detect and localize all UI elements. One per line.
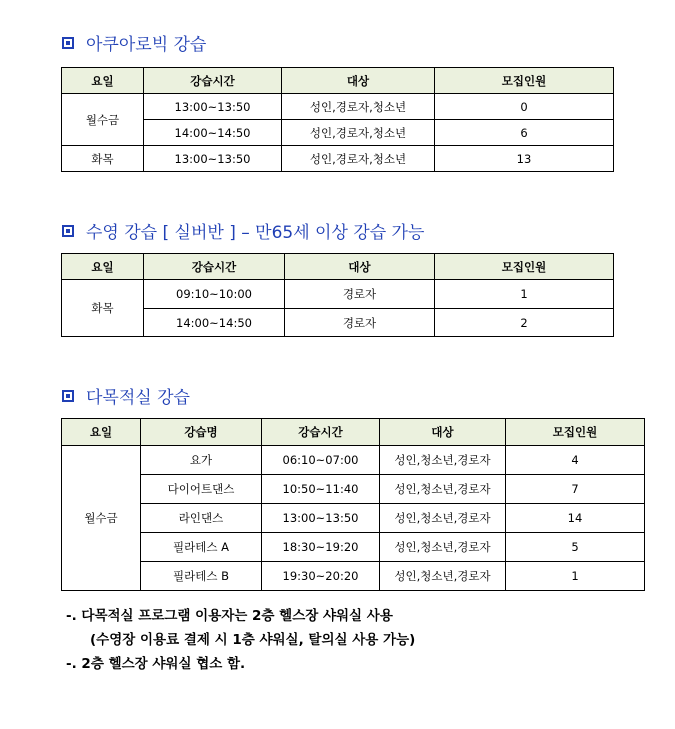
header-day: 요일 xyxy=(62,419,141,446)
time-cell: 13:00~13:50 xyxy=(262,504,380,533)
table-row xyxy=(62,475,645,504)
section-title-text: 다목적실 강습 xyxy=(86,388,190,408)
name-cell: 필라테스 A xyxy=(141,533,262,562)
time-cell: 10:50~11:40 xyxy=(262,475,380,504)
table-row xyxy=(62,309,614,337)
count-cell: 1 xyxy=(506,562,645,591)
header-count: 모집인원 xyxy=(435,254,614,280)
square-bullet-icon xyxy=(62,37,74,49)
count-cell: 14 xyxy=(506,504,645,533)
header-time: 강습시간 xyxy=(262,419,380,446)
table-row xyxy=(62,146,614,172)
count-cell: 0 xyxy=(435,94,614,120)
name-cell: 다이어트댄스 xyxy=(141,475,262,504)
section-title-text: 아쿠아로빅 강습 xyxy=(86,35,207,55)
square-bullet-icon xyxy=(62,390,74,402)
table-row xyxy=(62,533,645,562)
count-cell: 4 xyxy=(506,446,645,475)
table-header-row xyxy=(62,254,614,280)
note-line: -. 다목적실 프로그램 이용자는 2층 헬스장 샤워실 사용 xyxy=(66,608,393,624)
header-name: 강습명 xyxy=(141,419,262,446)
header-time: 강습시간 xyxy=(144,254,285,280)
header-count: 모집인원 xyxy=(506,419,645,446)
target-cell: 성인,경로자,청소년 xyxy=(282,120,435,146)
header-target: 대상 xyxy=(380,419,506,446)
table-header-row xyxy=(62,68,614,94)
silver-swim-table xyxy=(61,253,614,337)
time-cell: 13:00~13:50 xyxy=(144,146,282,172)
header-day: 요일 xyxy=(62,68,144,94)
header-count: 모집인원 xyxy=(435,68,614,94)
time-cell: 14:00~14:50 xyxy=(144,120,282,146)
table-row xyxy=(62,280,614,309)
name-cell: 필라테스 B xyxy=(141,562,262,591)
table-header-row xyxy=(62,419,645,446)
day-cell: 월수금 xyxy=(62,94,144,146)
header-target: 대상 xyxy=(285,254,435,280)
section-title-multipurpose xyxy=(62,383,190,408)
time-cell: 14:00~14:50 xyxy=(144,309,285,337)
note-line: (수영장 이용료 결제 시 1층 샤워실, 탈의실 사용 가능) xyxy=(90,632,416,648)
header-day: 요일 xyxy=(62,254,144,280)
count-cell: 5 xyxy=(506,533,645,562)
header-time: 강습시간 xyxy=(144,68,282,94)
table-row xyxy=(62,446,645,475)
aquarobics-table xyxy=(61,67,614,172)
target-cell: 경로자 xyxy=(285,309,435,337)
section-title-silver-swim xyxy=(62,218,424,243)
table-row xyxy=(62,504,645,533)
time-cell: 18:30~19:20 xyxy=(262,533,380,562)
name-cell: 라인댄스 xyxy=(141,504,262,533)
time-cell: 13:00~13:50 xyxy=(144,94,282,120)
target-cell: 성인,청소년,경로자 xyxy=(380,446,506,475)
target-cell: 성인,청소년,경로자 xyxy=(380,562,506,591)
target-cell: 성인,청소년,경로자 xyxy=(380,533,506,562)
time-cell: 06:10~07:00 xyxy=(262,446,380,475)
time-cell: 09:10~10:00 xyxy=(144,280,285,309)
target-cell: 성인,청소년,경로자 xyxy=(380,504,506,533)
day-cell: 화목 xyxy=(62,146,144,172)
multipurpose-table xyxy=(61,418,645,591)
time-cell: 19:30~20:20 xyxy=(262,562,380,591)
table-row xyxy=(62,94,614,120)
target-cell: 경로자 xyxy=(285,280,435,309)
day-cell: 화목 xyxy=(62,280,144,337)
notes xyxy=(66,604,415,676)
count-cell: 13 xyxy=(435,146,614,172)
target-cell: 성인,청소년,경로자 xyxy=(380,475,506,504)
count-cell: 2 xyxy=(435,309,614,337)
target-cell: 성인,경로자,청소년 xyxy=(282,146,435,172)
header-target: 대상 xyxy=(282,68,435,94)
day-cell: 월수금 xyxy=(62,446,141,591)
count-cell: 6 xyxy=(435,120,614,146)
note-line: -. 2층 헬스장 샤워실 협소 함. xyxy=(66,656,246,672)
section-title-text: 수영 강습 [ 실버반 ] – 만65세 이상 강습 가능 xyxy=(86,223,425,243)
table-row xyxy=(62,562,645,591)
name-cell: 요가 xyxy=(141,446,262,475)
square-bullet-icon xyxy=(62,225,74,237)
table-row xyxy=(62,120,614,146)
count-cell: 7 xyxy=(506,475,645,504)
target-cell: 성인,경로자,청소년 xyxy=(282,94,435,120)
count-cell: 1 xyxy=(435,280,614,309)
section-title-aquarobics xyxy=(62,30,206,55)
